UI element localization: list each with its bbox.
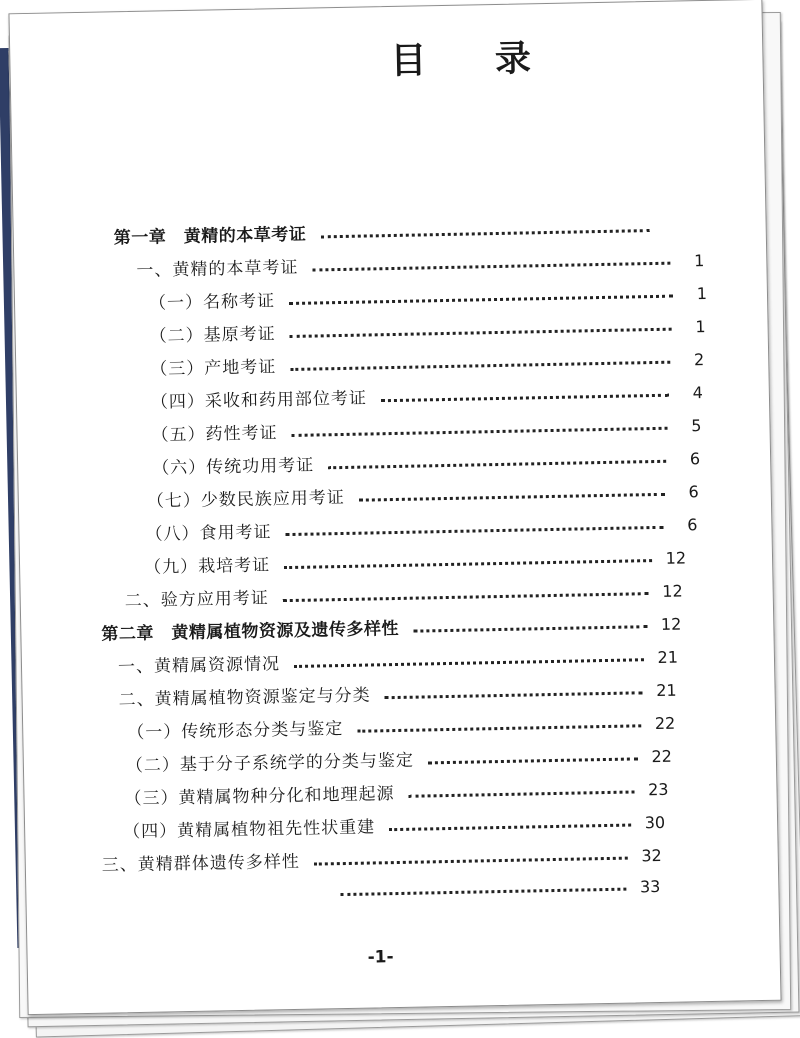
toc-entry-page: 6 [676,449,700,468]
leader-dots [314,857,628,866]
leader-dots [385,691,643,699]
toc-entry [144,541,686,577]
leader-dots [290,361,670,371]
leader-dots [292,427,668,437]
leader-dots [428,757,638,764]
toc-entry-page: 6 [673,515,697,534]
toc-entry [102,839,662,876]
toc-entry [124,574,682,611]
toc-entry [151,409,701,446]
leader-dots [381,394,669,403]
leader-dots [283,592,649,602]
toc-entry [149,277,707,314]
leader-dots [328,460,666,469]
toc-entry-text: 二、黄精属植物资源鉴定与分类 [118,681,370,711]
toc-entry-page: 12 [658,581,682,600]
leader-dots [359,493,665,502]
toc-entry-page: 30 [641,813,665,832]
page-number-footer: -1- [367,947,393,967]
toc-entry-text: （六）传统功用考证 [152,451,314,479]
toc-entry [123,806,665,842]
toc-entry-page: 2 [680,350,704,369]
toc-entry-page: 22 [651,714,675,733]
leader-dots [285,526,663,536]
toc-entry [151,376,703,413]
toc-entry [126,740,672,776]
toc-entry-text: （三）产地考证 [150,352,276,379]
leader-dots [290,328,672,338]
toc-entry [326,870,660,902]
toc-entry-text: 一、黄精的本草考证 [136,253,298,281]
leader-dots [284,559,652,569]
leader-dots [294,658,644,668]
toc-entry-page: 4 [679,383,703,402]
leader-dots [409,790,635,797]
toc-entry [127,707,675,744]
toc-entry [118,674,676,711]
toc-entry-text: （七）少数民族应用考证 [147,483,345,512]
toc-entry-page: 12 [662,548,686,567]
leader-dots [357,724,641,732]
toc-entry-page: 32 [638,846,662,865]
toc-entry-text: （二）基于分子系统学的分类与鉴定 [126,746,414,777]
toc-entry-text: （四）采收和药用部位考证 [151,384,367,413]
toc-entry-text: 第一章 黄精的本草考证 [114,220,307,249]
toc-entry [147,475,699,512]
toc-entry-text: 一、黄精属资源情况 [118,649,280,677]
page-title: 目 录 [390,30,559,84]
toc-entry-text: （四）黄精属植物祖先性状重建 [123,812,375,842]
toc-entry [118,641,678,678]
leader-dots [289,295,673,305]
toc-entry-text: （一）名称考证 [149,286,275,313]
leader-dots [320,229,649,238]
toc-entry [150,343,704,380]
toc-entry-text: 第二章 黄精属植物资源及遗传多样性 [101,614,399,645]
toc-entry-text: 三、黄精群体遗传多样性 [102,847,300,876]
toc-entry-text: （三）黄精属物种分化和地理起源 [124,779,394,809]
toc-entry [152,442,700,479]
leader-dots [340,888,626,896]
toc-entry-page: 6 [675,482,699,501]
toc-page [8,0,781,1015]
toc-entry-text: （八）食用考证 [145,517,271,544]
toc-entry-text: （二）基原考证 [149,319,275,346]
leader-dots [413,625,648,633]
toc-entry-page: 5 [677,416,701,435]
toc-entry-page: 12 [657,615,681,634]
toc-entry-chapter-2 [101,608,681,645]
toc-entry-page: 1 [683,284,707,303]
leader-dots [389,824,631,832]
toc-entry-page: 21 [652,681,676,700]
toc-entry [136,244,704,281]
toc-entry-page: 1 [681,317,705,336]
toc-entry-chapter-1 [113,211,683,248]
toc-entry-page: 21 [654,648,678,667]
toc-entry-text: （一）传统形态分类与鉴定 [127,714,343,743]
toc-entry-page: 23 [644,780,668,799]
toc-entry-page: 22 [648,747,672,766]
toc-entry-page: 33 [636,877,660,896]
toc-entry-text: 二、验方应用考证 [124,583,268,611]
toc-entry-text: （九）栽培考证 [144,550,270,577]
leader-dots [312,262,670,272]
toc-entry [149,310,705,347]
toc-entry [124,773,668,809]
toc-entry-text: （五）药性考证 [151,418,277,445]
toc-entry [145,508,697,545]
toc-entry-page: 1 [680,251,704,270]
